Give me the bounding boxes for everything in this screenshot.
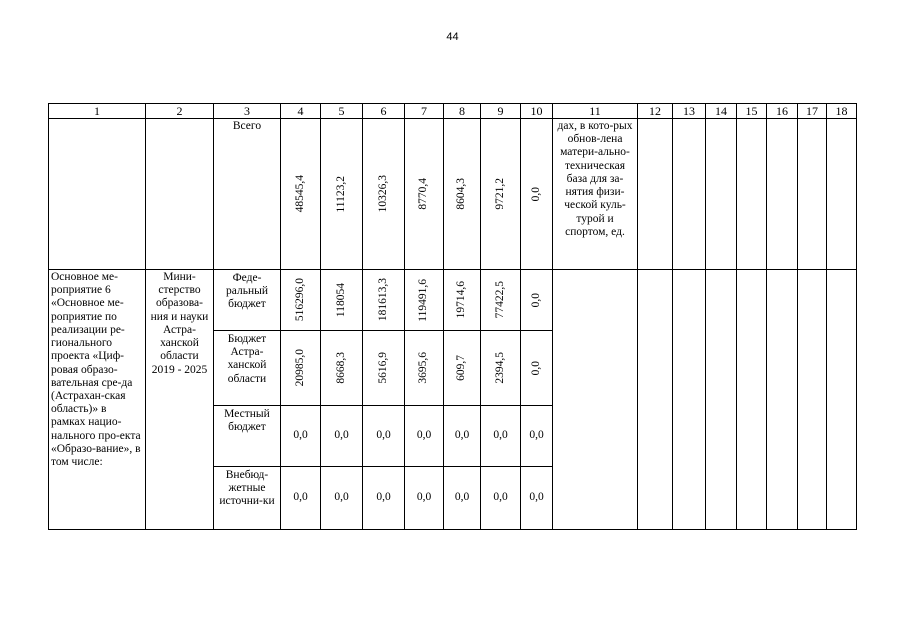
column-number: 2 [146,104,214,119]
executor-text: Мини-стерство образова-ния и науки Астра-ханской области 2019 - 2025 [150,271,209,376]
value-cell [281,331,321,406]
value-text: 8604,3 [455,178,468,210]
value-cell [481,119,521,270]
value-cell [321,270,363,331]
value-text: 77422,5 [493,281,506,319]
funding-source-cell [214,406,281,467]
empty-cell [827,119,857,270]
measure-name: Основное ме-роприятие 6 «Основное ме-роприятие по реализации ре-гионального проекта «Циф-ровая образо-вательная сре-да (Астрахан-ская область)» в рамках нацио-нального про-екта «Образо-вание», в том числе: [51,271,141,469]
value-cell [363,270,405,331]
value-cell: 0,0 [521,467,553,530]
value-text: 118054 [334,282,347,318]
value-text: 8770,4 [417,178,430,210]
value-text: 2394,5 [493,352,506,384]
empty-cell [673,119,706,270]
column-number: 13 [673,104,706,119]
value-cell [363,331,405,406]
value-cell [444,119,481,270]
value-cell [521,119,553,270]
empty-cell [638,270,673,530]
empty-cell [827,270,857,530]
value-cell [444,270,481,331]
value-text: 609,7 [455,355,468,381]
value-text: 48545,4 [293,175,306,213]
empty-cell [737,270,767,530]
funding-source-cell [214,270,281,331]
empty-cell [673,270,706,530]
value-cell: 0,0 [405,467,444,530]
value-cell: 0,0 [321,406,363,467]
value-text: 0,0 [529,360,542,376]
column-number: 14 [706,104,737,119]
column-number: 16 [767,104,798,119]
column-number: 5 [321,104,363,119]
value-text: 181613,3 [376,278,389,322]
value-cell [363,119,405,270]
value-cell: 0,0 [363,406,405,467]
value-cell [321,119,363,270]
indicator-cell [553,119,638,270]
column-number: 7 [405,104,444,119]
value-cell [521,270,553,331]
value-cell [521,331,553,406]
program-table [48,103,857,530]
empty-cell [146,119,214,270]
empty-cell [49,119,146,270]
value-cell: 0,0 [281,467,321,530]
funding-source-cell [214,331,281,406]
value-text: 119491,6 [417,278,430,322]
value-cell: 0,0 [521,406,553,467]
value-cell [405,270,444,331]
value-text: 11123,2 [334,175,347,213]
empty-cell [706,270,737,530]
column-number: 11 [553,104,638,119]
column-numbers-row [49,104,857,119]
value-text: 9721,2 [493,178,506,210]
value-cell: 0,0 [444,467,481,530]
column-number: 6 [363,104,405,119]
funding-source-label: Феде-ральный бюджет [226,272,268,311]
value-cell [321,331,363,406]
column-number: 17 [798,104,827,119]
column-number: 4 [281,104,321,119]
funding-source-label: Внебюд-жетные источни-ки [219,469,275,508]
empty-cell [798,270,827,530]
funding-source-label: Местный бюджет [224,408,270,434]
column-number: 15 [737,104,767,119]
value-text: 516296,0 [293,278,306,322]
empty-cell [767,119,798,270]
measure-name-cell [49,270,146,530]
value-cell: 0,0 [281,406,321,467]
value-cell [405,119,444,270]
value-text: 8668,3 [334,352,347,384]
value-text: 20985,0 [293,349,306,387]
value-cell [281,270,321,331]
funding-source-cell [214,119,281,270]
column-number: 18 [827,104,857,119]
value-cell [481,331,521,406]
value-cell: 0,0 [405,406,444,467]
value-cell [405,331,444,406]
funding-source-cell [214,467,281,530]
value-cell [481,270,521,331]
value-text: 5616,9 [376,352,389,384]
empty-cell [798,119,827,270]
empty-cell [706,119,737,270]
funding-source-label: Бюджет Астра-ханской области [227,333,267,385]
value-cell: 0,0 [444,406,481,467]
value-text: 0,0 [529,186,542,202]
executor-cell [146,270,214,530]
value-cell: 0,0 [363,467,405,530]
value-cell [444,331,481,406]
table-row-federal-budget [49,270,857,331]
funding-source-label: Всего [232,120,262,132]
column-number: 3 [214,104,281,119]
value-text: 19714,6 [455,281,468,319]
value-cell: 0,0 [481,406,521,467]
column-number: 1 [49,104,146,119]
value-text: 0,0 [529,292,542,308]
indicator-cell [553,270,638,530]
table-row-total [49,119,857,270]
value-text: 10326,3 [376,175,389,213]
empty-cell [737,119,767,270]
value-cell: 0,0 [481,467,521,530]
column-number: 8 [444,104,481,119]
indicator-text: дах, в кото-рых обнов-лена матери-ально-техническая база для за-нятия физи-ческой куль-турой и спортом, ед. [557,120,633,238]
value-cell: 0,0 [321,467,363,530]
value-cell [281,119,321,270]
page-number: 44 [446,31,459,43]
column-number: 10 [521,104,553,119]
column-number: 9 [481,104,521,119]
value-text: 3695,6 [417,352,430,384]
empty-cell [767,270,798,530]
column-number: 12 [638,104,673,119]
empty-cell [638,119,673,270]
